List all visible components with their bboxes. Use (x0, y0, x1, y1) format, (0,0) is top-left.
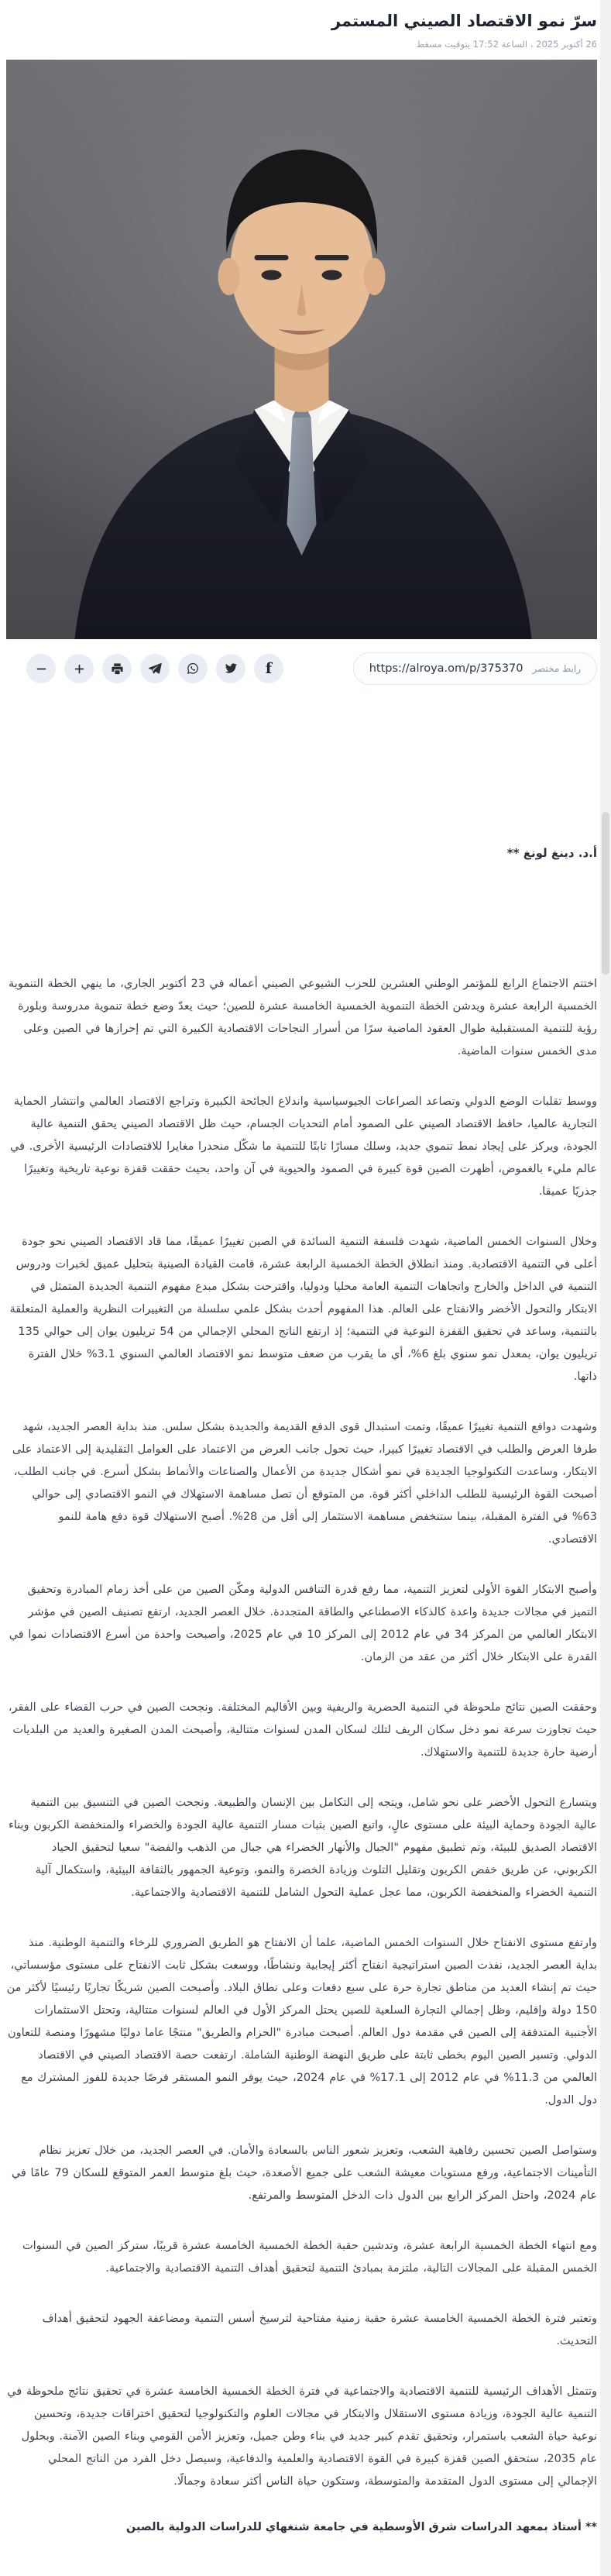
facebook-share-button[interactable] (254, 654, 283, 683)
whatsapp-icon (186, 662, 200, 676)
share-buttons-group (6, 654, 283, 683)
lead-spacer (6, 860, 597, 973)
telegram-icon (148, 662, 162, 676)
article-paragraph: وتعتبر فترة الخطة الخمسية الخامسة عشرة حقبة زمنية مفتاحية لترسيخ أسس التنمية ومضاعفة الجهود لتحقيق أهداف التحديث. (42, 2313, 597, 2348)
portrait-illustration (6, 60, 597, 639)
font-increase-button[interactable] (64, 654, 94, 683)
article-paragraph: اختتم الاجتماع الرابع للمؤتمر الوطني العشرين للحزب الشيوعي الصيني أعماله في 23 أكتوبر الجاري، ما ينهي الخطة التنموية الخمسية الرابعة عشرة ويدشن الخطة التنموية الخمسية الخامسة عشرة للصين؛ حيث يعدّ وضع خطة تنموية مدروسة وبلورة رؤية للتنمية المستقبلية طوال العقود الماضية سرًا من أسرار النجاحات الاقتصادية الكبيرة التي تم إحرازها في الصين وعلى مدى الخمس سنوات الماضية. (9, 978, 597, 1058)
print-button[interactable] (102, 654, 132, 683)
article-body (6, 973, 597, 2493)
page-title: سرّ نمو الاقتصاد الصيني المستمر (331, 12, 597, 30)
twitter-icon (224, 662, 238, 676)
article-paragraph: ووسط تقلبات الوضع الدولي وتصاعد الصراعات الجيوسياسية واندلاع الجائحة الكبيرة وتراجع الاقتصاد العالمي وانتشار الحماية التجارية عالميا، حافظ الاقتصاد الصيني على الصمود أمام التحديات الجسام، حيث ظل الاقتصاد الصيني يحقق التنمية عالية الجودة، ويركز على إيجاد نمط تنموي جديد، وسلك مسارًا ثابتًا للتنمية ما شكّل منحدرا مغايرا للاقتصادات الرئيسية الأخرى. في عالم مليء بالغموض، أظهرت الصين قوة كبيرة في الصمود والحيوية في آن واحد، بحيث حققت قفزة نوعية تاريخية وتغييرًا جذريًا عميقا. (10, 1095, 597, 1199)
author-footnote: ** أستاذ بمعهد الدراسات شرق الأوسطية في جامعة شنغهاي للدراسات الدولية بالصين (125, 2521, 597, 2534)
article-paragraph: ومع انتهاء الخطة الخمسية الرابعة عشرة، وتدشين حقبة الخطة الخمسية الخامسة عشرة قريبًا، ستركز الصين في السنوات الخمس المقبلة على المجالات التالية، ملتزمة بمبادئ التنمية لتحقيق أهداف التنمية الاقتصادية والاجتماعية. (22, 2240, 597, 2275)
article-paragraph: وأصبح الابتكار القوة الأولى لتعزيز التنمية، مما رفع قدرة التنافس الدولية ومكّن الصين من على أخذ زمام المبادرة وتحقيق التميز في مجالات جديدة واعدة كالذكاء الاصطناعي والطاقة المتجددة. خلال العصر الجديد، ارتفع تصنيف الصين في مؤشر الابتكار العالمي من المركز 34 في عام 2012 إلى المركز 10 في عام 2025، وأصبحت واحدة من أسرع الاقتصادات نموا في القدرة على الابتكار خلال أكثر من عقد من الزمان. (9, 1584, 597, 1664)
scrollbar-thumb[interactable] (602, 812, 609, 975)
share-toolbar (6, 652, 597, 685)
font-increase-icon (73, 662, 86, 676)
font-decrease-button[interactable] (26, 654, 56, 683)
publish-date: 26 أكتوبر 2025 ، الساعة 17:52 بتوقيت مسقط (416, 39, 597, 50)
article-paragraph: وتتمثل الأهداف الرئيسية للتنمية الاقتصادية والاجتماعية في فترة الخطة الخمسية الخامسة عشرة في تحقيق نتائج ملحوظة في التنمية عالية الجودة، وزيادة مستوى الاستقلال والابتكار في مجالات العلوم والتكنولوجيا لتحقيق اختراقات جديدة، وتحسين نوعية حياة الشعب باستمرار، وتحقيق تقدم كبير جديد في بناء وطن جميل، وتعزيز الأمن القومي وبناء الصين الآمنة. وبحلول عام 2035، ستحقق الصين قفزة كبيرة في القوة الاقتصادية والعلمية والدفاعية، وسيصل دخل الفرد من الناتج المحلي الإجمالي إلى مستوى الدول المتقدمة والمتوسطة، وستكون حياة الناس أكثر سعادة وجمالًا. (7, 2385, 597, 2488)
twitter-share-button[interactable] (216, 654, 245, 683)
article-paragraph: وشهدت دوافع التنمية تغييرًا عميقًا، وتمت استبدال قوى الدفع القديمة والجديدة بشكل سلس. منذ بداية العصر الجديد، شهد طرفا العرض والطلب في الاقتصاد تغييرًا كبيرا، حيث تحول جانب العرض من الاعتماد على العوامل التقليدية إلى الاعتماد على الابتكار، وساعدت التكنولوجيا الجديدة في نمو أشكال جديدة من الأعمال والصناعات والأنماط بشكل أسرع. في جانب الطلب، أصبحت القوة الرئيسية للطلب الداخلي أكثر قوة. من المتوقع أن تصل مساهمة الاستهلاك في النمو الاقتصادي إلى حوالي 63% في الفترة المقبلة، بينما ستنخفض مساهمة الاستثمار إلى أقل من 28%. أصبح الاستهلاك قوة دفع هامة للنمو الاقتصادي. (12, 1421, 597, 1546)
author-byline: أ.د. دينغ لونغ ** (506, 846, 597, 861)
article-photo (6, 60, 597, 639)
short-link-label: رابط مختصر (532, 663, 581, 675)
article-paragraph: وخلال السنوات الخمس الماضية، شهدت فلسفة التنمية السائدة في الصين تغييرًا عميقًا، مما قاد الاقتصاد الصيني نحو جودة أعلى في التنمية الاقتصادية. ومنذ انطلاق الخطة الخمسية الرابعة عشرة، قامت القيادة الصينية بتحليل عميق لخبرات ودروس التنمية في الداخل والخارج واتجاهات التنمية العامة محليا ودوليا، واقترحت بشكل مبدع مفهوم التنمية الجديدة المتمثل في الابتكار والتحول الأخضر والانفتاح على العالم. هذا المفهوم أحدث بشكل علمي سلسلة من التغييرات النظرية والعملية المتعلقة بالتنمية، وساعد في تحقيق القفزة النوعية في التنمية؛ إذ ارتفع الناتج المحلي الإجمالي من 54 تريليون يوان إلى حوالي 135 تريليون يوان، بمعدل نمو سنوي بلغ 6%، أي ما يقرب من ضعف متوسط نمو الاقتصاد العالمي السنوي 3.1% خلال الفترة ذاتها. (9, 1236, 597, 1384)
facebook-icon: f (265, 659, 273, 677)
article-paragraph: وستواصل الصين تحسين رفاهية الشعب، وتعزيز شعور الناس بالسعادة والأمان. في العصر الجديد، من خلال تعزيز نظام التأمينات الاجتماعية، ورفع مستويات معيشة الشعب على جميع الأصعدة، حيث بلغ متوسط العمر المتوقع للسكان 79 عامًا في عام 2024، واحتل المركز الرابع بين الدول ذات الدخل المتوسط والمرتفع. (11, 2144, 597, 2203)
telegram-share-button[interactable] (140, 654, 170, 683)
scrollbar-track[interactable] (600, 0, 611, 2576)
whatsapp-share-button[interactable] (178, 654, 208, 683)
article-page (6, 0, 597, 2557)
short-link-url[interactable]: https://alroya.om/p/375370 (369, 662, 523, 676)
article-paragraph: وحققت الصين نتائج ملحوظة في التنمية الحضرية والريفية وبين الأقاليم المختلفة. ونجحت الصين في حرب القضاء على الفقر، حيث تجاوزت سرعة نمو دخل سكان الريف لتلك لسكان المدن لسنوات متتالية، وأصبحت المدن الصغيرة والعديد من البلديات أرضية حارة جديدة للتنمية والاستهلاك. (8, 1701, 597, 1759)
ad-slot-spacer (6, 685, 597, 846)
print-icon (111, 662, 124, 676)
short-link-field[interactable] (353, 652, 597, 685)
article-paragraph: ويتسارع التحول الأخضر على نحو شامل، ويتجه إلى التكامل بين الإنسان والطبيعة. ونجحت الصين في التنسيق بين التنمية عالية الجودة وحماية البيئة على مستوى عالٍ، واتبع الصين بثبات مسار التنمية عالية الجودة والخضراء والمنخفضة الكربون وبناء الاقتصاد الصديق للبيئة، وتم تطبيق مفهوم "الجبال والأنهار الخضراء هي جبال من الذهب والفضة" سعيا لتحقيق الحياد الكربوني، عن طريق خفض الكربون وتقليل التلوث وزيادة الخضرة والنمو، وتوعية الجمهور بالثقافة البيئية، واستكمال آلية التنمية الخضراء والمنخفضة الكربون، مما عجل عملية التحول الشامل للتنمية الاقتصادية والاجتماعية. (8, 1797, 597, 1900)
font-decrease-icon (35, 662, 48, 676)
article-paragraph: وارتفع مستوى الانفتاح خلال السنوات الخمس الماضية، علما أن الانفتاح هو الطريق الضروري للرخاء والتنمية الوطنية. منذ بداية العصر الجديد، نفذت الصين استراتيجية انفتاح أكثر إيجابية ونشاطًا، ووسعت بشكل ثابت الانفتاح على مستوى مؤسساتي، حيث تم إنشاء العديد من مناطق تجارة حرة على سبع دفعات وعلى نطاق البلاد. وأصبحت الصين شريكًا تجاريًا رئيسيًا لأكثر من 150 دولة وإقليم، وظل إجمالي التجارة السلعية للصين يحتل المركز الأول في العالم لسنوات متتالية، وتحتل الاستثمارات الأجنبية المتدفقة إلى الصين في مقدمة دول العالم. أصبحت مبادرة "الحزام والطريق" منتجًا عاما دوليًا مشهورًا ومنصة للتعاون الدولي. وتسير الصين اليوم بخطى ثابتة على طريق النهضة الوطنية الشاملة. ارتفعت حصة الاقتصاد الصيني في الاقتصاد العالمي من 11.3% في عام 2012 إلى 17.1% في عام 2024، حيث يوفر النمو المستقر فرصًا جديدة للفوز المشترك مع دول الدول. (6, 1937, 597, 2107)
